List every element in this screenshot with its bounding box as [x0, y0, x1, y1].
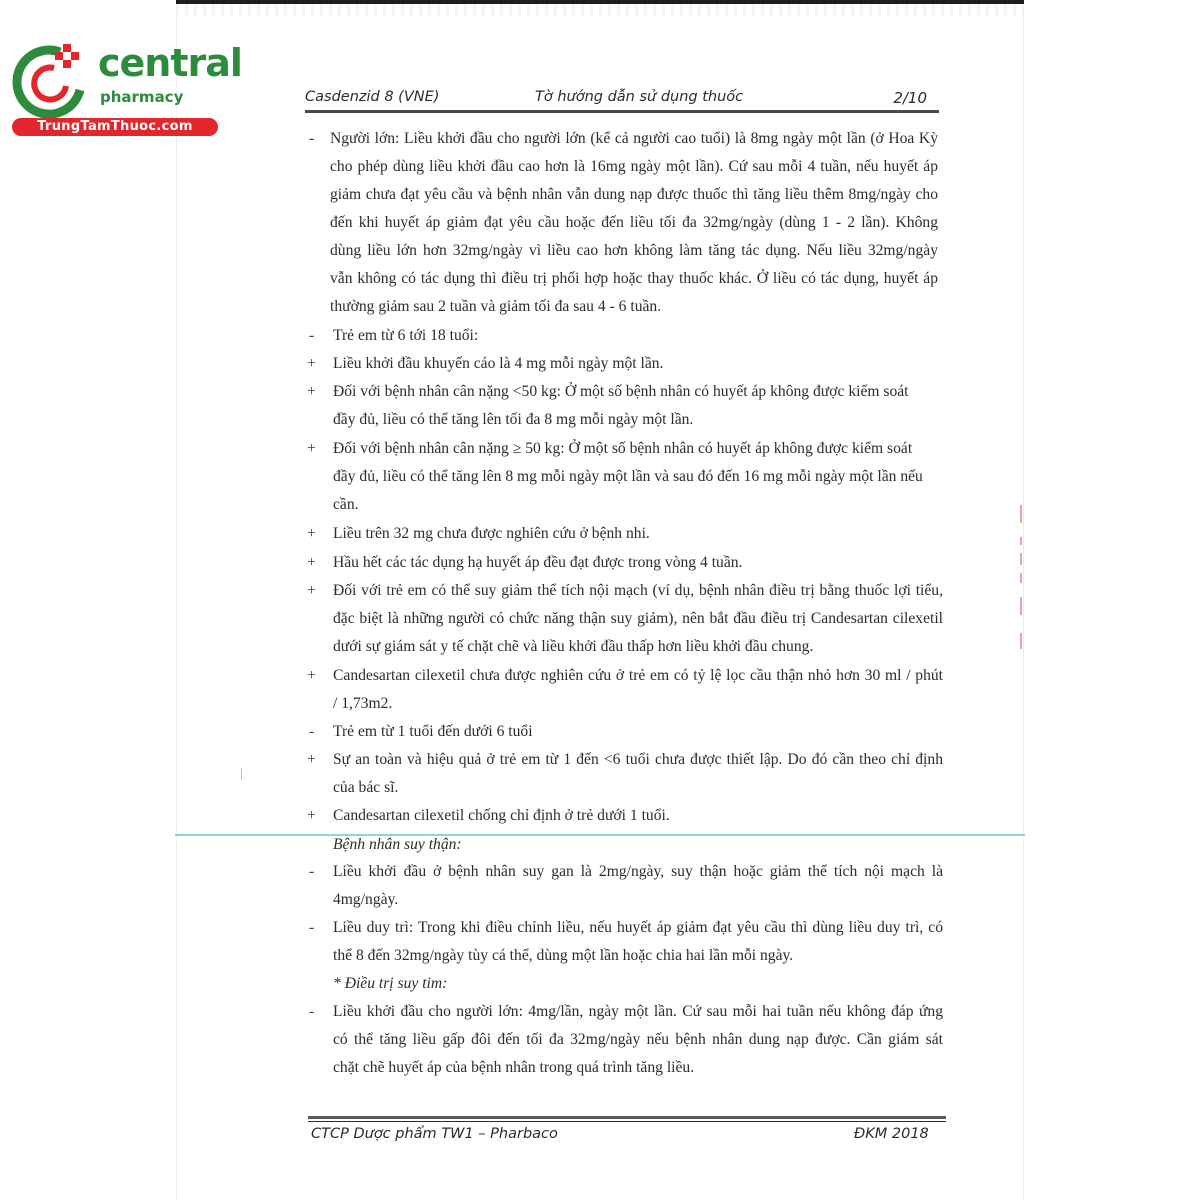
plus-bullet: + — [307, 440, 316, 457]
body-line: thể 8 đến 32mg/ngày tùy cá thể, dùng một lần hoặc chia hai lần mỗi ngày. — [333, 947, 794, 964]
plus-bullet: + — [307, 751, 316, 768]
section-heading: Bệnh nhân suy thận: — [333, 836, 462, 853]
product-name: Casdenzid 8 (VNE) — [305, 89, 440, 105]
body-line: đặc biệt là những người có chức năng thận suy giảm), nên bắt đầu điều trị Candesartan cilexetil — [333, 610, 943, 627]
plus-bullet: + — [307, 667, 316, 684]
scan-top-noise — [176, 4, 1024, 16]
body-line: cần. — [333, 496, 359, 513]
dash-bullet: - — [309, 863, 315, 880]
footer-rule-thin — [308, 1121, 946, 1122]
body-line: dùng liều lớn hơn 32mg/ngày vì liều cao hơn không làm tăng tác dụng. Nếu liều 32mg/ngày — [330, 242, 938, 259]
body-line: cho phép dùng liều khởi đầu cao hơn là 16mg ngày một lần). Cứ sau mỗi 4 tuần, nếu huyết áp — [330, 158, 938, 175]
logo-wordmark: central — [98, 41, 242, 85]
scan-speck — [241, 768, 242, 780]
plus-bullet: + — [307, 383, 316, 400]
document-header — [305, 89, 945, 111]
body-line: đến khi huyết áp giảm đạt yêu cầu hoặc đến liều tối đa 32mg/ngày (dùng 1 - 2 lần). Không — [330, 214, 938, 231]
body-line: Candesartan cilexetil chống chỉ định ở trẻ dưới 1 tuổi. — [333, 807, 670, 824]
dash-bullet: - — [309, 1003, 315, 1020]
stamp-marks — [1016, 505, 1028, 655]
body-line: Trẻ em từ 1 tuổi đến dưới 6 tuổi — [333, 723, 533, 740]
body-line: chặt chẽ huyết áp của bệnh nhân trong quá trình tăng liều. — [333, 1059, 695, 1076]
page-number: 2/10 — [893, 89, 927, 107]
body-line: có thể tăng liều gấp đôi đến tối đa 32mg/ngày nếu bệnh nhân dung nạp được. Cần giám sát — [333, 1031, 943, 1048]
body-line: Đối với trẻ em có thể suy giảm thể tích nội mạch (ví dụ, bệnh nhân điều trị bằng thuốc lợi tiểu, — [333, 582, 943, 599]
body-line: Trẻ em từ 6 tới 18 tuổi: — [333, 327, 479, 344]
plus-bullet: + — [307, 582, 316, 599]
logo-subtitle: pharmacy — [100, 88, 184, 106]
body-line: của bác sĩ. — [333, 779, 399, 796]
body-line: Liều khởi đầu ở bệnh nhân suy gan là 2mg/ngày, suy thận hoặc giảm thể tích nội mạch là — [333, 863, 943, 880]
body-line: giảm chưa đạt yêu cầu và bệnh nhân vẫn dung nạp được thuốc thì tăng liều thêm 8mg/ngày cho — [330, 186, 938, 203]
body-line: 4mg/ngày. — [333, 891, 399, 908]
plus-bullet: + — [307, 525, 316, 542]
body-line: vẫn không có tác dụng thì điều trị phối hợp hoặc thay thuốc khác. Ở liều có tác dụng, huyết áp — [330, 270, 938, 287]
body-line: thường giảm sau 2 tuần và giảm tối đa sau 4 - 6 tuần. — [330, 298, 662, 315]
body-line: Candesartan cilexetil chưa được nghiên cứu ở trẻ em có tỷ lệ lọc cầu thận nhỏ hơn 30 ml / phút — [333, 667, 943, 684]
plus-bullet: + — [307, 807, 316, 824]
dash-bullet: - — [309, 130, 315, 147]
body-line: Hầu hết các tác dụng hạ huyết áp đều đạt được trong vòng 4 tuần. — [333, 554, 743, 571]
body-line: Liều khởi đầu khuyến cáo là 4 mg mỗi ngày một lần. — [333, 355, 664, 372]
document-title: Tờ hướng dẫn sử dụng thuốc — [535, 89, 744, 105]
page-edge-left — [176, 0, 177, 1200]
plus-bullet: + — [307, 355, 316, 372]
footer-rule — [308, 1116, 946, 1119]
section-heading: * Điều trị suy tim: — [333, 975, 448, 992]
body-line: Người lớn: Liều khởi đầu cho người lớn (kể cả người cao tuổi) là 8mg ngày một lần (ở Hoa Kỳ — [330, 130, 938, 147]
dash-bullet: - — [309, 327, 315, 344]
manufacturer: CTCP Dược phẩm TW1 – Pharbaco — [311, 1126, 558, 1142]
body-line: Đối với bệnh nhân cân nặng <50 kg: Ở một số bệnh nhân có huyết áp không được kiểm soát — [333, 383, 909, 400]
dash-bullet: - — [309, 919, 315, 936]
pharmacy-cross-icon — [10, 38, 90, 118]
body-line: Liều duy trì: Trong khi điều chỉnh liều, nếu huyết áp giảm đạt yêu cầu thì dùng liều duy trì, có — [333, 919, 943, 936]
plus-bullet: + — [307, 554, 316, 571]
body-line: dưới sự giám sát y tế chặt chẽ và liều khởi đầu thấp hơn liều khởi đầu chung. — [333, 638, 814, 655]
central-pharmacy-logo — [10, 38, 242, 138]
body-line: Đối với bệnh nhân cân nặng ≥ 50 kg: Ở một số bệnh nhân có huyết áp không được kiểm soát — [333, 440, 913, 457]
dash-bullet: - — [309, 723, 315, 740]
body-line: Sự an toàn và hiệu quả ở trẻ em từ 1 đến <6 tuổi chưa được thiết lập. Do đó cần theo chỉ định — [333, 751, 943, 768]
logo-website-badge: TrungTamThuoc.com — [12, 118, 218, 136]
body-line: Liều khởi đầu cho người lớn: 4mg/lần, ngày một lần. Cứ sau mỗi hai tuần nếu không đáp ứng — [333, 1003, 943, 1020]
body-line: Liều trên 32 mg chưa được nghiên cứu ở bệnh nhi. — [333, 525, 650, 542]
registration-code: ĐKM 2018 — [854, 1126, 929, 1142]
body-line: / 1,73m2. — [333, 695, 393, 712]
header-rule — [305, 110, 939, 113]
body-line: đầy đủ, liều có thể tăng lên 8 mg mỗi ngày một lần và sau đó đến 16 mg mỗi ngày một lần nếu — [333, 468, 923, 485]
body-line: đầy đủ, liều có thể tăng lên tối đa 8 mg mỗi ngày một lần. — [333, 411, 694, 428]
scan-artifact-line — [175, 834, 1025, 836]
